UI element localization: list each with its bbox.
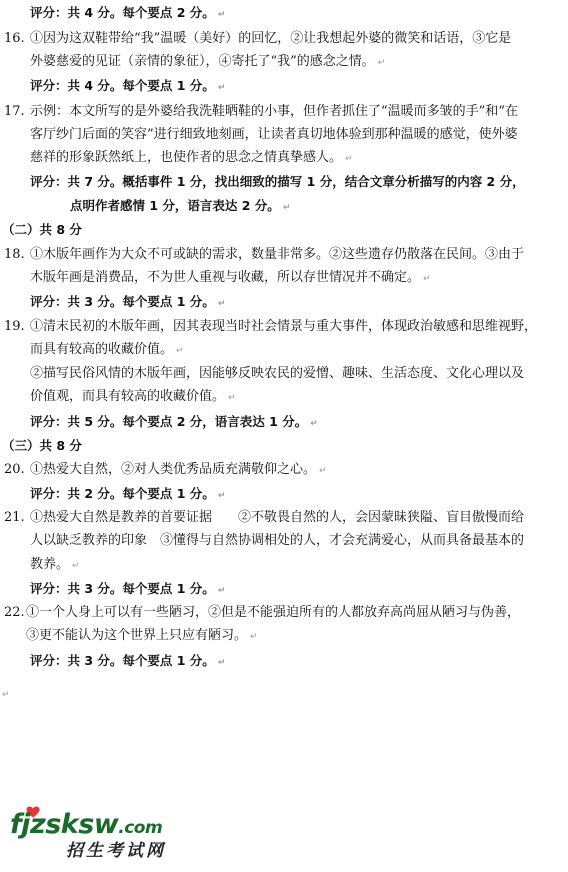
answer-text: 教养。 (30, 557, 70, 572)
paragraph-mark-icon: ↵ (176, 346, 184, 356)
paragraph-mark-icon: ↵ (217, 491, 226, 501)
answer-text: ①热爱大自然是教养的首要证据 ②不敬畏自然的人，会因蒙昧狭隘、盲目傲慢而给 (30, 510, 525, 525)
answer-text: ①因为这双鞋带给“我”温暖（美好）的回忆，②让我想起外婆的微笑和话语，③它是 (30, 31, 512, 46)
score-text: 评分：共 5 分。每个要点 2 分，语言表达 1 分。 (30, 414, 308, 429)
answer-text: ①一个人身上可以有一些陋习，②但是不能强迫所有的人都放弃高尚屈从陋习与伪善， (26, 605, 521, 620)
paragraph-mark-icon: ↵ (72, 561, 80, 571)
score-text: 点明作者感情 1 分，语言表达 2 分。 (70, 198, 280, 213)
score-text: 评分：共 3 分。每个要点 1 分。 (30, 294, 215, 309)
answer-text: ①热爱大自然，②对人类优秀品质充满敬仰之心。 (30, 462, 317, 477)
score-text: 评分：共 7 分。概括事件 1 分，找出细致的描写 1 分，结合文章分析描写的内容 2 分， (30, 174, 525, 189)
answer-text: 而具有较高的收藏价值。 (30, 342, 174, 357)
answer-text: 示例：本文所写的是外婆给我洗鞋晒鞋的小事，但作者抓住了“温暖而多皱的手”和“在 (30, 104, 518, 119)
paragraph-mark-icon: ↵ (228, 393, 236, 403)
paragraph-mark-icon: ↵ (310, 419, 318, 429)
answer-text: ③更不能认为这个世界上只应有陋习。 (26, 628, 248, 643)
paragraph-mark-icon: ↵ (217, 299, 226, 309)
question-number: 21. (4, 510, 25, 525)
logo-domain: .com (118, 818, 163, 838)
paragraph-mark-icon: ↵ (250, 632, 258, 642)
answer-text: 木版年画是消费品，不为世人重视与收藏，所以存世情况并不确定。 (30, 270, 421, 285)
answer-text: ①清末民初的木版年画，因其表现当时社会情景与重大事件，体现政治敏感和思维视野， (30, 319, 538, 334)
score-text: 评分：共 2 分。每个要点 1 分。 (30, 486, 215, 501)
section-title: （二）共 8 分 (2, 222, 82, 237)
paragraph-mark-icon: ↵ (217, 83, 226, 93)
site-logo (10, 810, 162, 843)
score-text: 评分：共 4 分。每个要点 2 分。 (30, 5, 215, 20)
question-number: 18. (4, 247, 25, 262)
question-number: 20. (4, 462, 25, 477)
paragraph-mark-icon: ↵ (319, 466, 327, 476)
paragraph-mark-icon: ↵ (217, 10, 226, 20)
answer-text: 慈祥的形象跃然纸上，也使作者的思念之情真挚感人。 (30, 150, 343, 165)
question-number: 19. (4, 319, 25, 334)
question-number: 17. (4, 104, 25, 119)
answer-text: ②描写民俗风情的木版年画，因能够反映农民的爱憎、趣味、生活态度、文化心理以及 (30, 366, 525, 381)
score-text: 评分：共 3 分。每个要点 1 分。 (30, 581, 215, 596)
answer-text: 客厅纱门后面的笑容”进行细致地刻画，让读者真切地体验到那种温暖的感觉，使外婆 (30, 127, 518, 142)
paragraph-mark-icon: ↵ (2, 690, 10, 700)
score-text: 评分：共 4 分。每个要点 1 分。 (30, 78, 215, 93)
paragraph-mark-icon: ↵ (345, 154, 353, 164)
answer-text: 外婆慈爱的见证（亲情的象征），④寄托了“我”的感念之情。 (30, 54, 375, 69)
section-title: （三）共 8 分 (2, 438, 82, 453)
paragraph-mark-icon: ↵ (217, 586, 226, 596)
paragraph-mark-icon: ↵ (423, 274, 431, 284)
question-number: 16. (4, 31, 25, 46)
paragraph-mark-icon: ↵ (377, 58, 386, 68)
score-text: 评分：共 3 分。每个要点 1 分。 (30, 653, 215, 668)
site-subtitle: 招生考试网 (66, 841, 166, 861)
paragraph-mark-icon: ↵ (217, 658, 226, 668)
question-number: 22. (4, 605, 25, 620)
logo-text: fjzsksw (10, 809, 119, 840)
answer-text: 人以缺乏教养的印象 ③懂得与自然协调相处的人，才会充满爱心，从而具备最基本的 (30, 533, 525, 548)
answer-text: 价值观，而具有较高的收藏价值。 (30, 389, 226, 404)
paragraph-mark-icon: ↵ (282, 203, 291, 213)
answer-text: ①木版年画作为大众不可或缺的需求，数量非常多。②这些遗存仍散落在民间。③由于 (30, 247, 525, 262)
